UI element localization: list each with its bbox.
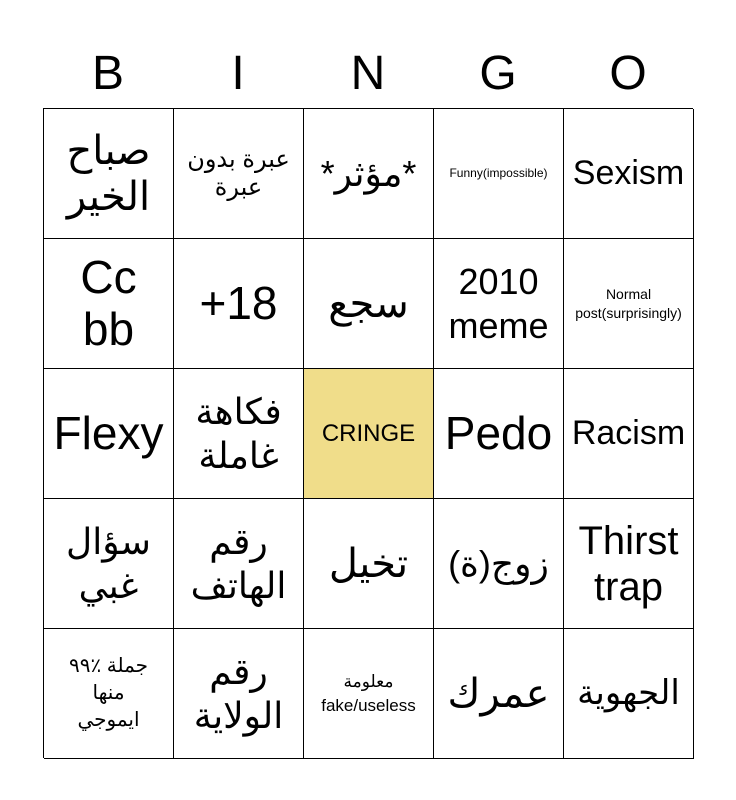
cell-text: عمرك <box>447 671 550 716</box>
bingo-cell[interactable] <box>564 109 694 239</box>
bingo-cell[interactable] <box>174 499 304 629</box>
cell-text: Flexy <box>53 406 164 459</box>
header-letter-i: I <box>231 47 245 100</box>
bingo-cell[interactable] <box>174 629 304 759</box>
cell-text: Pedo <box>444 406 553 459</box>
bingo-cell[interactable] <box>44 369 174 499</box>
cell-text: رقم الهاتف <box>190 521 287 606</box>
bingo-cell[interactable] <box>434 369 564 499</box>
cell-text: 2010 meme <box>448 261 549 346</box>
cell-text: Racism <box>571 413 686 452</box>
free-space-cell[interactable] <box>304 369 434 499</box>
cell-text: تخيل <box>328 541 409 586</box>
cell-text: جملة ٪۹۹ منها ايموجي <box>68 655 149 731</box>
cell-text: CRINGE <box>321 419 416 447</box>
cell-text: Thirst trap <box>578 518 679 609</box>
bingo-cell[interactable] <box>44 239 174 369</box>
bingo-cell[interactable] <box>174 369 304 499</box>
header-letter-n: N <box>350 47 386 100</box>
cell-text: معلومة fake/useless <box>321 671 416 715</box>
bingo-cell[interactable] <box>174 109 304 239</box>
cell-text: +18 <box>199 276 278 329</box>
bingo-cell[interactable] <box>304 629 434 759</box>
bingo-cell[interactable] <box>564 369 694 499</box>
bingo-cell[interactable] <box>44 109 174 239</box>
bingo-cell[interactable] <box>44 499 174 629</box>
bingo-cell[interactable] <box>44 629 174 759</box>
bingo-cell[interactable] <box>564 629 694 759</box>
cell-text: فكاهة غاملة <box>195 391 282 476</box>
cell-text: صباح الخير <box>66 128 151 219</box>
cell-text: *مؤثر* <box>320 152 417 194</box>
cell-text: زوج(ة) <box>448 542 549 584</box>
bingo-cell[interactable] <box>304 499 434 629</box>
cell-text: عبرة بدون عبرة <box>187 145 290 201</box>
bingo-grid <box>43 108 693 758</box>
cell-text: Funny(impossible) <box>449 165 548 180</box>
header-letter-b: B <box>91 47 124 100</box>
bingo-cell[interactable] <box>434 629 564 759</box>
bingo-cell[interactable] <box>434 109 564 239</box>
cell-text: Cc bb <box>80 250 137 355</box>
cell-text: الجهوية <box>577 673 680 712</box>
bingo-cell[interactable] <box>564 499 694 629</box>
cell-text: سؤال غبي <box>66 521 151 606</box>
bingo-header <box>43 40 693 108</box>
cell-text: Normal post(surprisingly) <box>575 286 682 321</box>
bingo-cell[interactable] <box>174 239 304 369</box>
bingo-cell[interactable] <box>434 499 564 629</box>
bingo-cell[interactable] <box>564 239 694 369</box>
bingo-cell[interactable] <box>304 239 434 369</box>
header-letter-g: G <box>479 47 517 100</box>
bingo-cell[interactable] <box>304 109 434 239</box>
bingo-cell[interactable] <box>434 239 564 369</box>
cell-text: Sexism <box>572 153 685 192</box>
cell-text: سجع <box>328 281 409 326</box>
cell-text: رقم الولاية <box>193 651 284 736</box>
header-letter-o: O <box>609 47 647 100</box>
